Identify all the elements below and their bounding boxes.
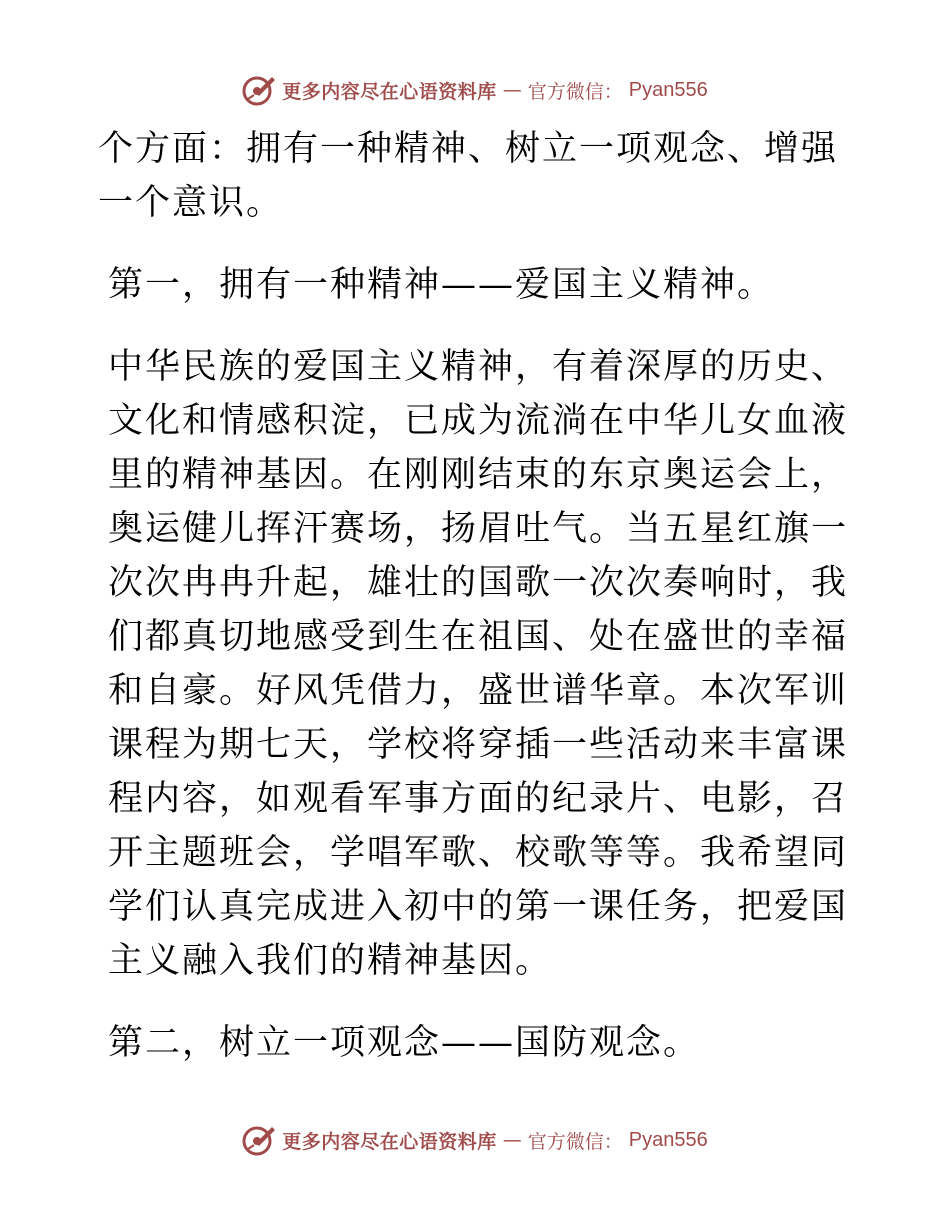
banner-separator: — [502, 79, 522, 101]
banner-wechat-id: Pyan556 [628, 1128, 708, 1151]
paragraph-intro: 个方面：拥有一种精神、树立一项观念、增强一个意识。 [98, 129, 839, 223]
footer-banner [0, 1120, 950, 1160]
banner-separator: — [502, 1129, 522, 1151]
paragraph-patriotism: 中华民族的爱国主义精神，有着深厚的历史、文化和情感积淀，已成为流淌在中华儿女血液里的精神基因。在刚刚结束的东京奥运会上，奥运健儿挥汗赛场，扬眉吐气。当五星红旗一次次冉冉升起，雄壮的国歌一次次奏响时，我们都真切地感受到生在祖国、处在盛世的幸福和自豪。好风凭借力，盛世谱华章。本次军训课程为期七天，学校将穿插一些活动来丰富课程内容，如观看军事方面的纪录片、电影，召开主题班会，学唱军歌、校歌等等。我希望同学们认真完成进入初中的第一课任务，把爱国主义融入我们的精神基因。 [108, 347, 849, 981]
banner-site-text: 更多内容尽在心语资料库 [282, 1130, 497, 1153]
banner-wechat-label: 官方微信： [527, 1130, 623, 1153]
banner-site-text: 更多内容尽在心语资料库 [282, 80, 497, 103]
banner-wechat-id: Pyan556 [628, 78, 708, 101]
pen-nib-logo-icon [242, 73, 276, 107]
section-heading-second: 第二，树立一项观念——国防观念。 [108, 1023, 701, 1063]
section-heading-first: 第一，拥有一种精神——爱国主义精神。 [108, 265, 775, 305]
document-body [98, 122, 858, 1070]
pen-nib-logo-icon [242, 1123, 276, 1157]
header-banner [0, 70, 950, 110]
banner-wechat-label: 官方微信： [527, 80, 623, 103]
